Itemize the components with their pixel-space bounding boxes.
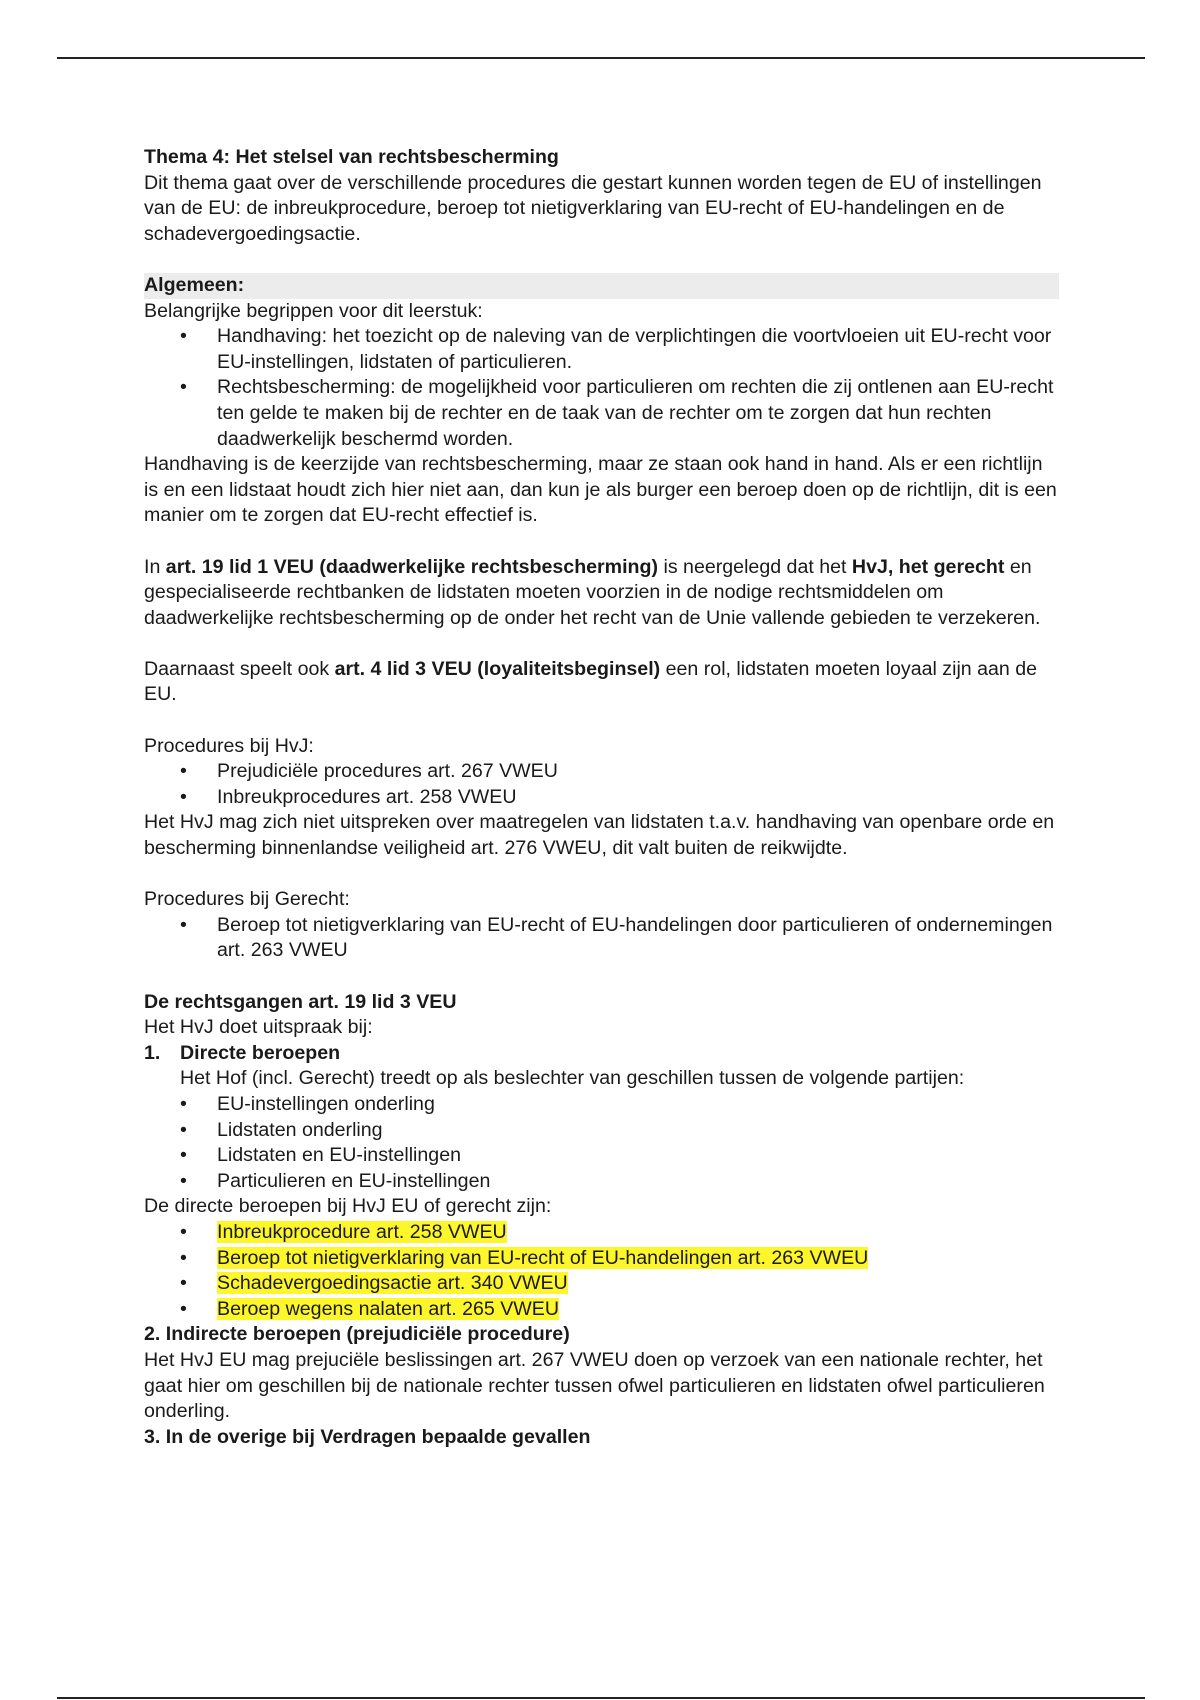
gerecht-procedures-heading: Procedures bij Gerecht: bbox=[144, 888, 350, 911]
highlighted-item: • Schadevergoedingsactie art. 340 VWEU bbox=[144, 1271, 1059, 1297]
highlighted-item: • Beroep wegens nalaten art. 265 VWEU bbox=[144, 1297, 1059, 1323]
highlighted-procedures-list bbox=[144, 1220, 1059, 1322]
concepts-list bbox=[144, 324, 1059, 452]
list-item: • Beroep tot nietigverklaring van EU-recht of EU-handelingen door particulieren of ondernemingen art. 263 VWEU bbox=[144, 913, 1059, 964]
list-item: • Rechtsbescherming: de mogelijkheid voor particulieren om rechten die zij ontlenen aan EU-recht ten gelde te maken bij de rechter en de taak van de rechter om te zorgen dat hun rechten daadwerkelijk beschermd worden. bbox=[144, 375, 1059, 452]
header-rule bbox=[57, 57, 1145, 59]
direct-list-intro: De directe beroepen bij HvJ EU of gerecht zijn: bbox=[144, 1195, 552, 1218]
concepts-intro: Belangrijke begrippen voor dit leerstuk: bbox=[144, 299, 483, 322]
list-item: • Lidstaten en EU-instellingen bbox=[144, 1143, 1059, 1169]
art19-paragraph: In art. 19 lid 1 VEU (daadwerkelijke rechtsbescherming) is neergelegd dat het HvJ, het gerecht en gespecialiseerde rechtbanken de lidstaten moeten voorzien in de nodige rechtsmiddelen om daadwerkelijke rechtsbescherming op de onder het recht van de Unie vallende gebieden te verzekeren. bbox=[144, 555, 1041, 629]
list-item: • Prejudiciële procedures art. 267 VWEU bbox=[144, 759, 1059, 785]
list-item: • EU-instellingen onderling bbox=[144, 1092, 1059, 1118]
footer-rule bbox=[57, 1697, 1145, 1699]
gerecht-procedures-list bbox=[144, 913, 1059, 964]
parties-list bbox=[144, 1092, 1059, 1194]
direct-beroepen-description: Het Hof (incl. Gerecht) treedt op als beslechter van geschillen tussen de volgende partijen: bbox=[180, 1067, 965, 1090]
rechtsgangen-heading: De rechtsgangen art. 19 lid 3 VEU bbox=[144, 990, 457, 1013]
enforcement-note: Handhaving is de keerzijde van rechtsbescherming, maar ze staan ook hand in hand. Als er een richtlijn is en een lidstaat houdt zich hier niet aan, dan kun je als burger een beroep doen op de richtlijn, dit is een manier om te zorgen dat EU-recht effectief is. bbox=[144, 453, 1057, 527]
theme-title: Thema 4: Het stelsel van rechtsbescherming bbox=[144, 146, 559, 168]
hvj-procedures-heading: Procedures bij HvJ: bbox=[144, 734, 314, 757]
indirect-beroepen-heading: 2. Indirecte beroepen (prejudiciële procedure) bbox=[144, 1323, 570, 1346]
document-page bbox=[144, 145, 1059, 1450]
indirect-beroepen-description: Het HvJ EU mag prejuciële beslissingen art. 267 VWEU doen op verzoek van een nationale rechter, het gaat hier om geschillen bij de nationale rechter tussen ofwel particulieren en lidstaten ofwel particulieren onderling. bbox=[144, 1348, 1045, 1423]
highlighted-item: • Inbreukprocedure art. 258 VWEU bbox=[144, 1220, 1059, 1246]
highlighted-item: • Beroep tot nietigverklaring van EU-recht of EU-handelingen art. 263 VWEU bbox=[144, 1246, 1059, 1272]
section-heading-general: Algemeen: bbox=[144, 273, 1059, 299]
hvj-procedures-list bbox=[144, 759, 1059, 810]
list-item: • Lidstaten onderling bbox=[144, 1118, 1059, 1144]
list-item: • Handhaving: het toezicht op de naleving van de verplichtingen die voortvloeien uit EU-recht voor EU-instellingen, lidstaten of particulieren. bbox=[144, 324, 1059, 375]
art4-paragraph: Daarnaast speelt ook art. 4 lid 3 VEU (loyaliteitsbeginsel) een rol, lidstaten moeten loyaal zijn aan de EU. bbox=[144, 657, 1038, 706]
other-cases-heading: 3. In de overige bij Verdragen bepaalde gevallen bbox=[144, 1425, 591, 1448]
direct-beroepen-heading: 1. Directe beroepen bbox=[144, 1041, 341, 1064]
theme-intro: Dit thema gaat over de verschillende procedures die gestart kunnen worden tegen de EU of instellingen van de EU: de inbreukprocedure, beroep tot nietigverklaring van EU-recht of EU-handelingen en de schadevergoedingsactie. bbox=[144, 171, 1042, 245]
list-item: • Inbreukprocedures art. 258 VWEU bbox=[144, 785, 1059, 811]
rechtsgangen-intro: Het HvJ doet uitspraak bij: bbox=[144, 1016, 373, 1039]
list-item: • Particulieren en EU-instellingen bbox=[144, 1169, 1059, 1195]
hvj-note: Het HvJ mag zich niet uitspreken over maatregelen van lidstaten t.a.v. handhaving van openbare orde en bescherming binnenlandse veiligheid art. 276 VWEU, dit valt buiten de reikwijdte. bbox=[144, 811, 1055, 860]
